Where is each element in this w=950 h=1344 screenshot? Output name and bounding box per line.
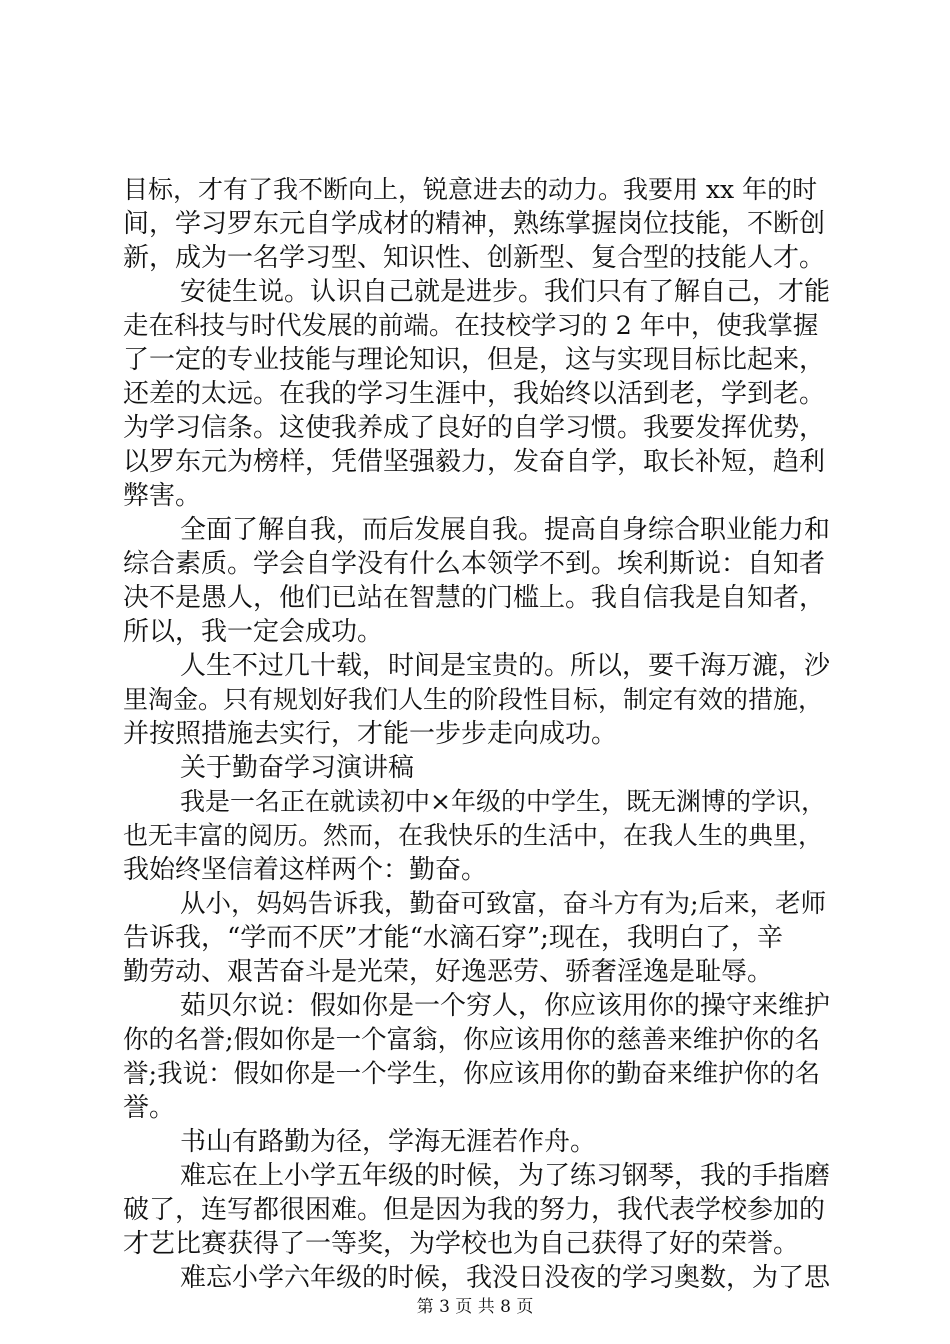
page-number-footer: 第 3 页 共 8 页: [416, 1297, 534, 1317]
section-heading: 关于勤奋学习演讲稿: [180, 753, 415, 783]
text-line: 综合素质。学会自学没有什么本领学不到。埃利斯说：自知者: [123, 549, 826, 579]
text-line: 全面了解自我，而后发展自我。提高自身综合职业能力和: [180, 515, 831, 545]
text-line: 了一定的专业技能与理论知识，但是，这与实现目标比起来，: [123, 345, 826, 375]
text-line: 新，成为一名学习型、知识性、创新型、复合型的技能人才。: [123, 243, 826, 273]
text-line: 从小，妈妈告诉我，勤奋可致富，奋斗方有为;后来，老师: [180, 889, 827, 919]
text-line: 誉。: [123, 1093, 176, 1123]
text-line: 破了，连写都很困难。但是因为我的努力，我代表学校参加的: [123, 1195, 826, 1225]
text-line: 茹贝尔说：假如你是一个穷人，你应该用你的操守来维护: [180, 991, 831, 1021]
text-line: 告诉我，“学而不厌”才能“水滴石穿”;现在，我明白了，辛: [123, 923, 783, 953]
text-line: 我是一名正在就读初中×年级的中学生，既无渊博的学识，: [180, 787, 826, 816]
text-line: 也无丰富的阅历。然而，在我快乐的生活中，在我人生的典里，: [123, 821, 824, 850]
text-line: 以罗东元为榜样，凭借坚强毅力，发奋自学，取长补短，趋利: [123, 447, 826, 477]
text-line: 所以，我一定会成功。: [123, 617, 384, 647]
text-line: 难忘在上小学五年级的时候，为了练习钢琴，我的手指磨: [180, 1161, 831, 1191]
text-line: 勤劳动、艰苦奋斗是光荣，好逸恶劳、骄奢淫逸是耻辱。: [123, 957, 774, 987]
text-line: 人生不过几十载，时间是宝贵的。所以，要千海万漉，沙: [180, 651, 831, 681]
text-line: 走在科技与时代发展的前端。在技校学习的 2 年中，使我掌握: [123, 311, 819, 341]
text-line: 弊害。: [123, 481, 202, 511]
text-line: 目标，才有了我不断向上，锐意进去的动力。我要用 xx 年的时: [123, 175, 818, 204]
text-line: 并按照措施去实行，才能一步步走向成功。: [123, 719, 618, 749]
text-line: 你的名誉;假如你是一个富翁，你应该用你的慈善来维护你的名: [123, 1025, 821, 1055]
text-line: 难忘小学六年级的时候，我没日没夜的学习奥数，为了思: [180, 1263, 831, 1293]
text-line: 还差的太远。在我的学习生涯中，我始终以活到老，学到老。: [123, 379, 826, 409]
text-line: 里淘金。只有规划好我们人生的阶段性目标，制定有效的措施，: [123, 685, 824, 714]
text-line: 间，学习罗东元自学成材的精神，熟练掌握岗位技能，不断创: [123, 209, 826, 239]
text-line: 誉;我说：假如你是一个学生，你应该用你的勤奋来维护你的名: [123, 1059, 821, 1089]
text-line: 决不是愚人，他们已站在智慧的门槛上。我自信我是自知者，: [123, 583, 826, 613]
text-line: 为学习信条。这使我养成了良好的自学习惯。我要发挥优势，: [123, 413, 826, 443]
text-line: 书山有路勤为径，学海无涯若作舟。: [180, 1127, 597, 1157]
text-line: 我始终坚信着这样两个：勤奋。: [123, 855, 488, 885]
text-line: 才艺比赛获得了一等奖，为学校也为自己获得了好的荣誉。: [123, 1229, 800, 1259]
text-line: 安徒生说。认识自己就是进步。我们只有了解自己，才能: [180, 277, 831, 307]
